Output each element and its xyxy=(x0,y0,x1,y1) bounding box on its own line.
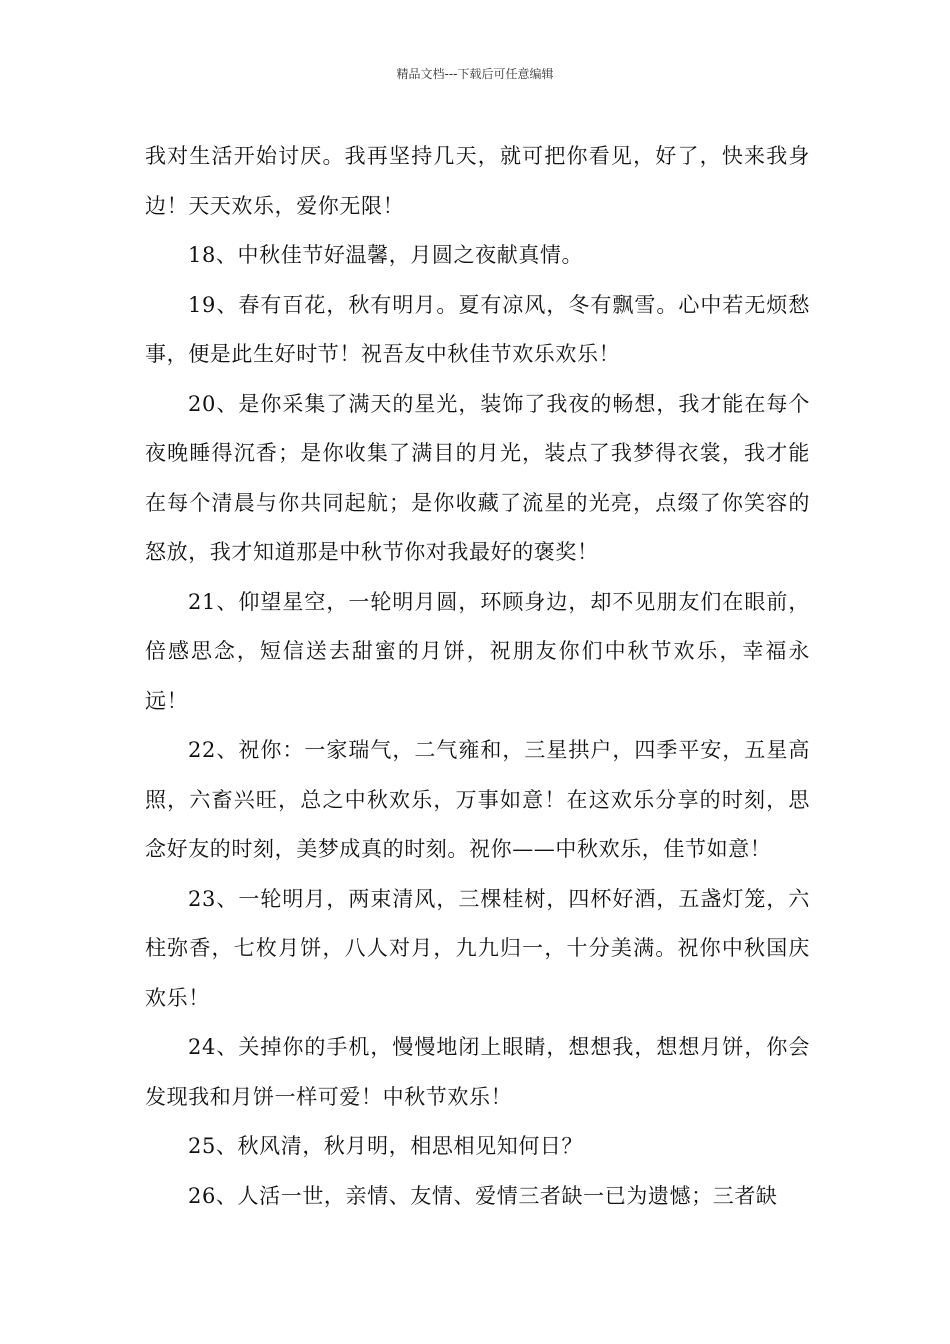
paragraph-23: 23、一轮明月，两束清风，三棵桂树，四杯好酒，五盏灯笼，六柱弥香，七枚月饼，八人对月，九九归一，十分美满。祝你中秋国庆欢乐！ xyxy=(145,886,810,1010)
paragraph-18: 18、中秋佳节好温馨，月圆之夜献真情。 xyxy=(188,243,584,267)
paragraph-21: 21、仰望星空，一轮明月圆，环顾身边，却不见朋友们在眼前，倍感思念，短信送去甜蜜的月饼，祝朋友你们中秋节欢乐，幸福永远！ xyxy=(145,589,810,713)
paragraph-24: 24、关掉你的手机，慢慢地闭上眼睛，想想我，想想月饼，你会发现我和月饼一样可爱！中秋节欢乐！ xyxy=(145,1035,810,1109)
paragraph-26: 26、人活一世，亲情、友情、爱情三者缺一已为遗憾；三者缺 xyxy=(188,1183,778,1208)
paragraph-20: 20、是你采集了满天的星光，装饰了我夜的畅想，我才能在每个夜晚睡得沉香；是你收集了满目的月光，装点了我梦得衣裳，我才能在每个清晨与你共同起航；是你收藏了流星的光亮，点缀了你笑容的怒放，我才知道那是中秋节你对我最好的褒奖！ xyxy=(145,391,810,564)
paragraph-19: 19、春有百花，秋有明月。夏有凉风，冬有飘雪。心中若无烦愁事，便是此生好时节！祝吾友中秋佳节欢乐欢乐！ xyxy=(145,292,810,366)
paragraph-25: 25、秋风清，秋月明，相思相见知何日？ xyxy=(188,1134,584,1158)
paragraph-continuation: 我对生活开始讨厌。我再坚持几天，就可把你看见，好了，快来我身边！天天欢乐，爱你无限！ xyxy=(145,144,810,218)
paragraph-22: 22、祝你：一家瑞气，二气雍和，三星拱户，四季平安，五星高照，六畜兴旺，总之中秋欢乐，万事如意！在这欢乐分享的时刻，思念好友的时刻，美梦成真的时刻。祝你——中秋欢乐，佳节如意！ xyxy=(145,738,810,861)
page-header: 精品文档---下载后可任意编辑 xyxy=(396,67,554,81)
document-body xyxy=(145,132,810,1221)
